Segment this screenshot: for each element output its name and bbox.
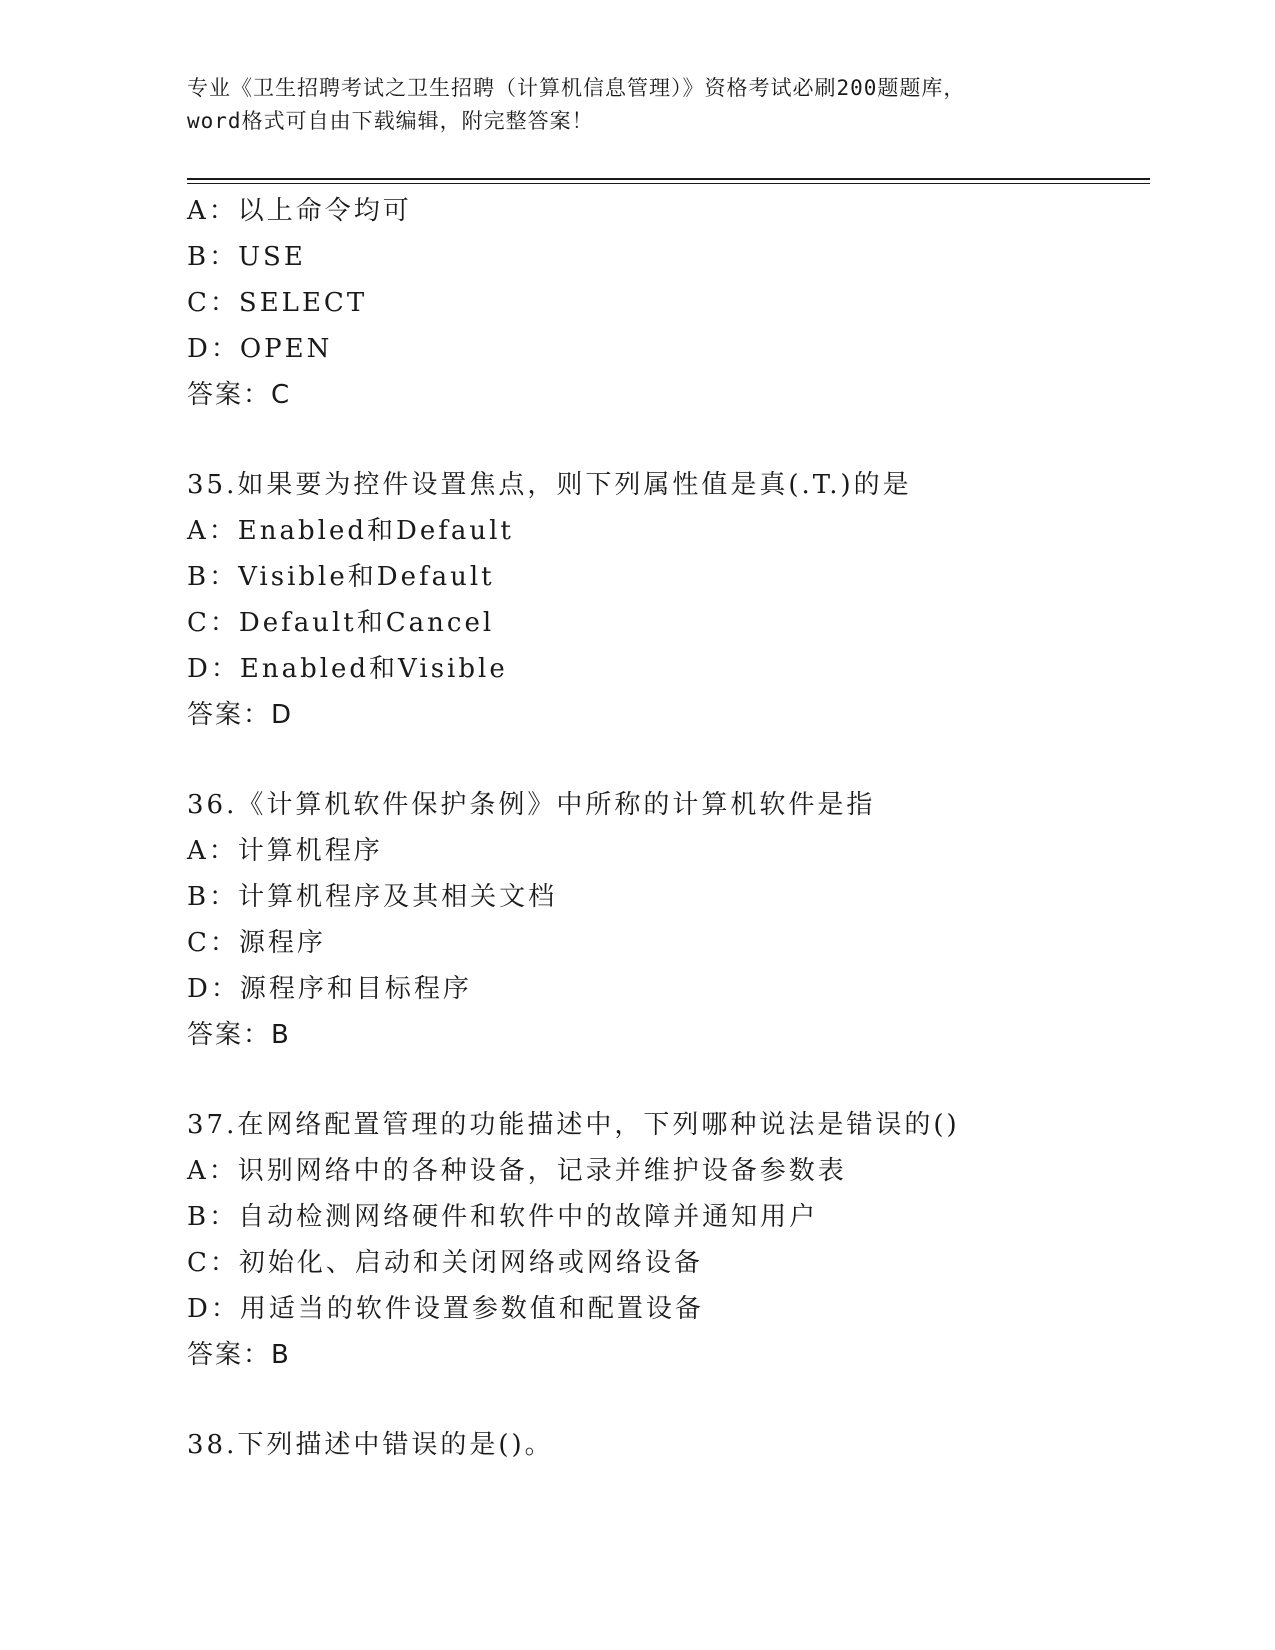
option-b: B：计算机程序及其相关文档 bbox=[187, 882, 558, 912]
answer-label: 答案：D bbox=[187, 700, 294, 730]
option-b: B：USE bbox=[187, 242, 306, 272]
question-stem: 36.《计算机软件保护条例》中所称的计算机软件是指 bbox=[187, 790, 876, 820]
option-d: D：OPEN bbox=[187, 334, 333, 364]
option-c: C：源程序 bbox=[187, 928, 326, 958]
option-d: D：源程序和目标程序 bbox=[187, 974, 472, 1004]
option-c: C：Default和Cancel bbox=[187, 608, 495, 638]
header-line-2: word格式可自由下载编辑，附完整答案！ bbox=[187, 109, 594, 133]
spacer bbox=[187, 1378, 1147, 1422]
option-b: B：Visible和Default bbox=[187, 562, 495, 592]
option-a: A：识别网络中的各种设备，记录并维护设备参数表 bbox=[187, 1156, 847, 1186]
spacer bbox=[187, 1058, 1147, 1102]
question-stem: 38.下列描述中错误的是()。 bbox=[187, 1430, 554, 1460]
question-38 bbox=[187, 1422, 1147, 1468]
option-d: D：Enabled和Visible bbox=[187, 654, 508, 684]
option-c: C：初始化、启动和关闭网络或网络设备 bbox=[187, 1248, 703, 1278]
question-36 bbox=[187, 782, 1147, 1058]
option-a: A：Enabled和Default bbox=[187, 516, 514, 546]
question-34-partial bbox=[187, 188, 1147, 418]
answer-label: 答案：B bbox=[187, 1020, 291, 1050]
answer-label: 答案：C bbox=[187, 380, 292, 410]
header-line-1: 专业《卫生招聘考试之卫生招聘（计算机信息管理）》资格考试必刷200题题库， bbox=[187, 76, 966, 100]
header-divider-thin bbox=[187, 183, 1150, 184]
question-list bbox=[187, 188, 1147, 1468]
question-stem: 35.如果要为控件设置焦点，则下列属性值是真(.T.)的是 bbox=[187, 470, 912, 500]
header-divider-thick bbox=[187, 178, 1150, 180]
answer-label: 答案：B bbox=[187, 1340, 291, 1370]
option-b: B：自动检测网络硬件和软件中的故障并通知用户 bbox=[187, 1202, 819, 1232]
document-header bbox=[187, 72, 1107, 138]
question-37 bbox=[187, 1102, 1147, 1378]
option-a: A：以上命令均可 bbox=[187, 196, 412, 226]
option-c: C：SELECT bbox=[187, 288, 368, 318]
spacer bbox=[187, 738, 1147, 782]
option-d: D：用适当的软件设置参数值和配置设备 bbox=[187, 1294, 704, 1324]
option-a: A：计算机程序 bbox=[187, 836, 383, 866]
spacer bbox=[187, 418, 1147, 462]
question-stem: 37.在网络配置管理的功能描述中，下列哪种说法是错误的() bbox=[187, 1110, 960, 1140]
question-35 bbox=[187, 462, 1147, 738]
